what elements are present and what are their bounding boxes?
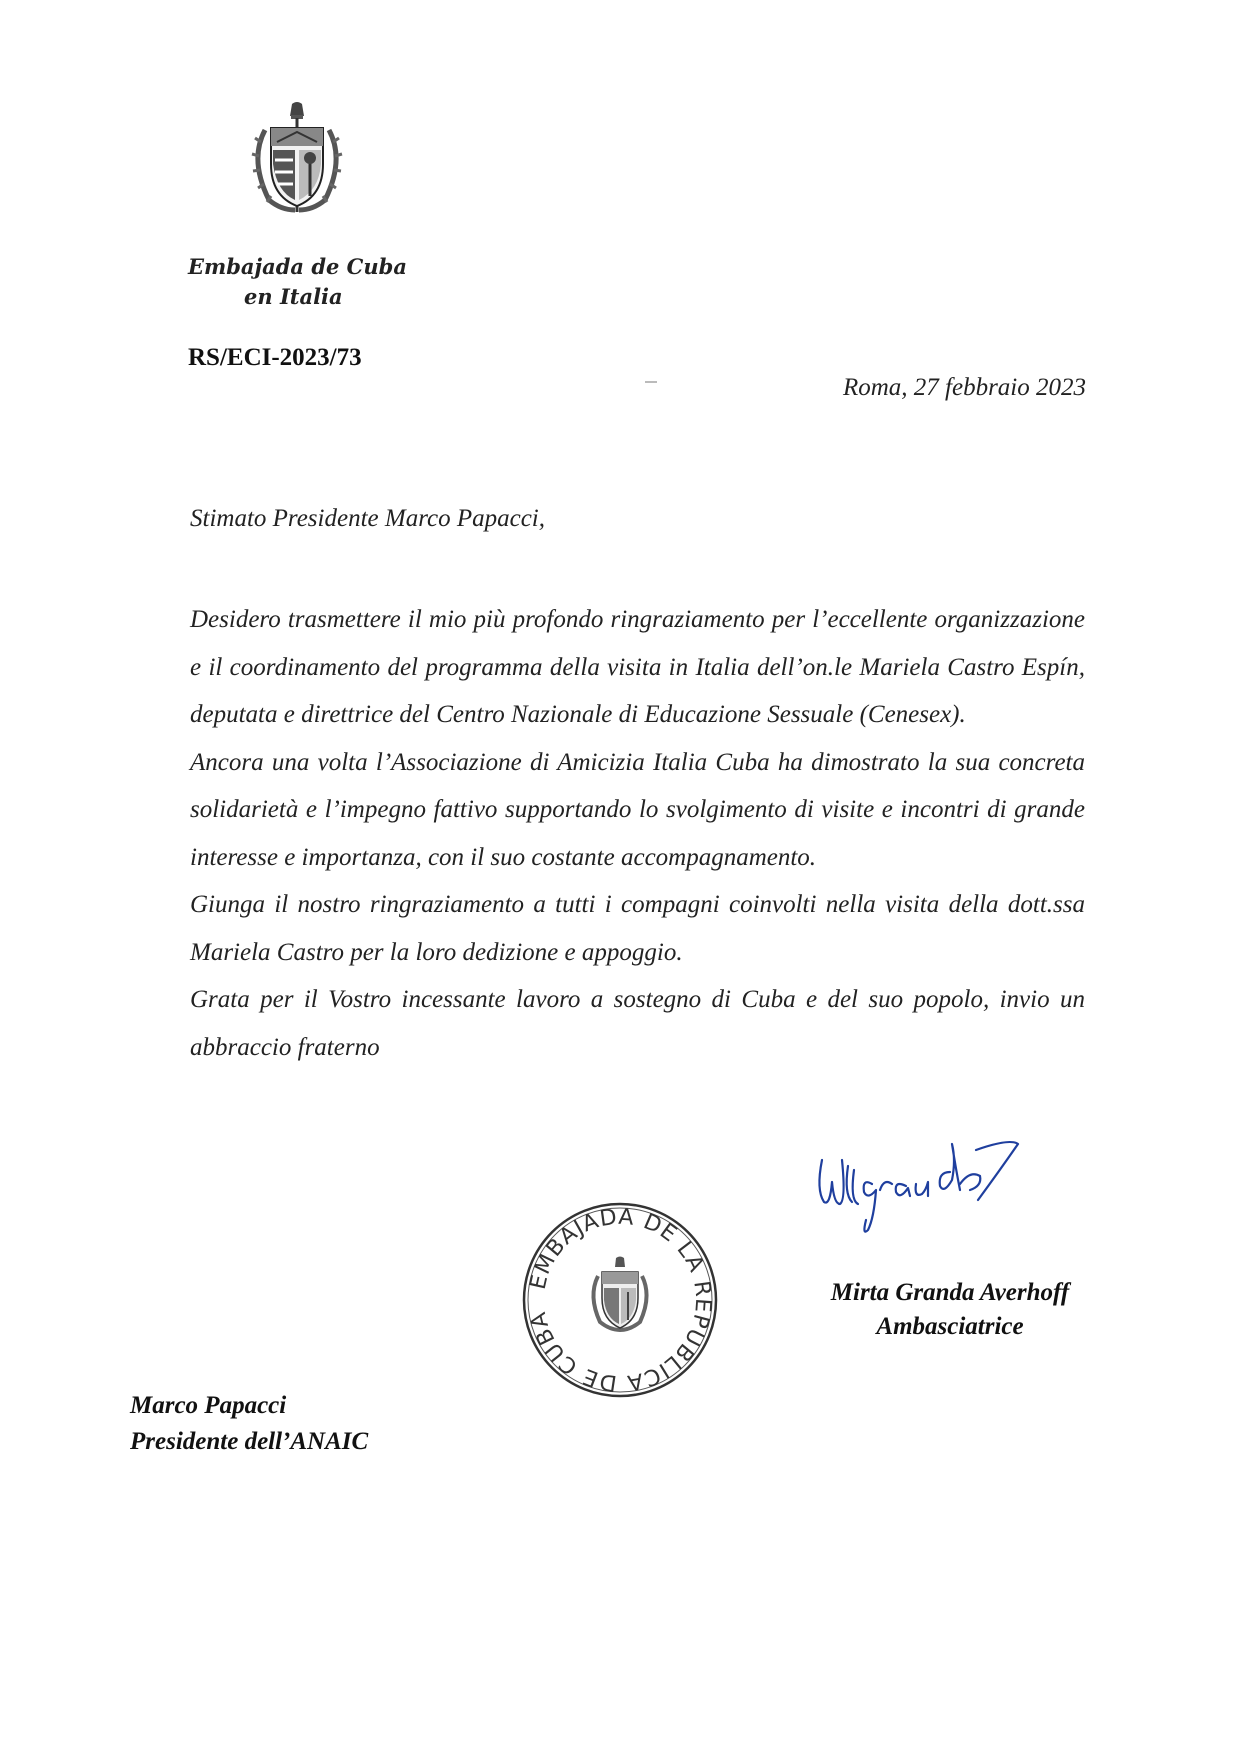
recipient-title: Presidente dell’ANAIC <box>130 1428 369 1455</box>
handwritten-signature-icon <box>810 1130 1030 1240</box>
letterhead-line1: Embajada de Cuba <box>188 254 407 279</box>
recipient-block <box>130 1388 368 1460</box>
ambassador-signature-block <box>795 1276 1105 1344</box>
letter-date: Roma, 27 febbraio 2023 <box>842 374 1086 401</box>
ambassador-title: Ambasciatrice <box>876 1313 1024 1340</box>
body-paragraph-2: Ancora una volta l’Associazione di Amicizia Italia Cuba ha dimostrato la sua concreta solidarietà e l’impegno fattivo supportando lo svolgimento di visite e incontri di grande interesse e importanza, con il suo costante accompagnamento. <box>190 748 1085 871</box>
letter-body <box>190 596 1085 1071</box>
embassy-seal-icon <box>520 1200 720 1400</box>
letterhead-line2: en Italia <box>244 284 343 309</box>
salutation: Stimato Presidente Marco Papacci, <box>190 505 546 532</box>
seal-text: EMBAJADA DE LA REPUBLICA DE CUBA <box>525 1204 716 1396</box>
ambassador-name: Mirta Granda Averhoff <box>830 1279 1070 1306</box>
reference-number: RS/ECI-2023/73 <box>188 344 362 371</box>
scan-mark <box>645 381 657 383</box>
body-paragraph-1: Desidero trasmettere il mio più profondo ringraziamento per l’eccellente organizzazione e il coordinamento del programma della visita in Italia dell’on.le Mariela Castro Espín, deputata e direttrice del Centro Nazionale di Educazione Sessuale (Cenesex). <box>190 606 1085 728</box>
recipient-name: Marco Papacci <box>130 1392 287 1419</box>
body-paragraph-3: Giunga il nostro ringraziamento a tutti i compagni coinvolti nella visita della dott.ssa Mariela Castro per la loro dedizione e appoggio. <box>190 891 1085 966</box>
body-paragraph-4: Grata per il Vostro incessante lavoro a sostegno di Cuba e del suo popolo, invio un abbraccio fraterno <box>190 986 1085 1061</box>
cuban-coat-of-arms-icon <box>247 100 347 218</box>
